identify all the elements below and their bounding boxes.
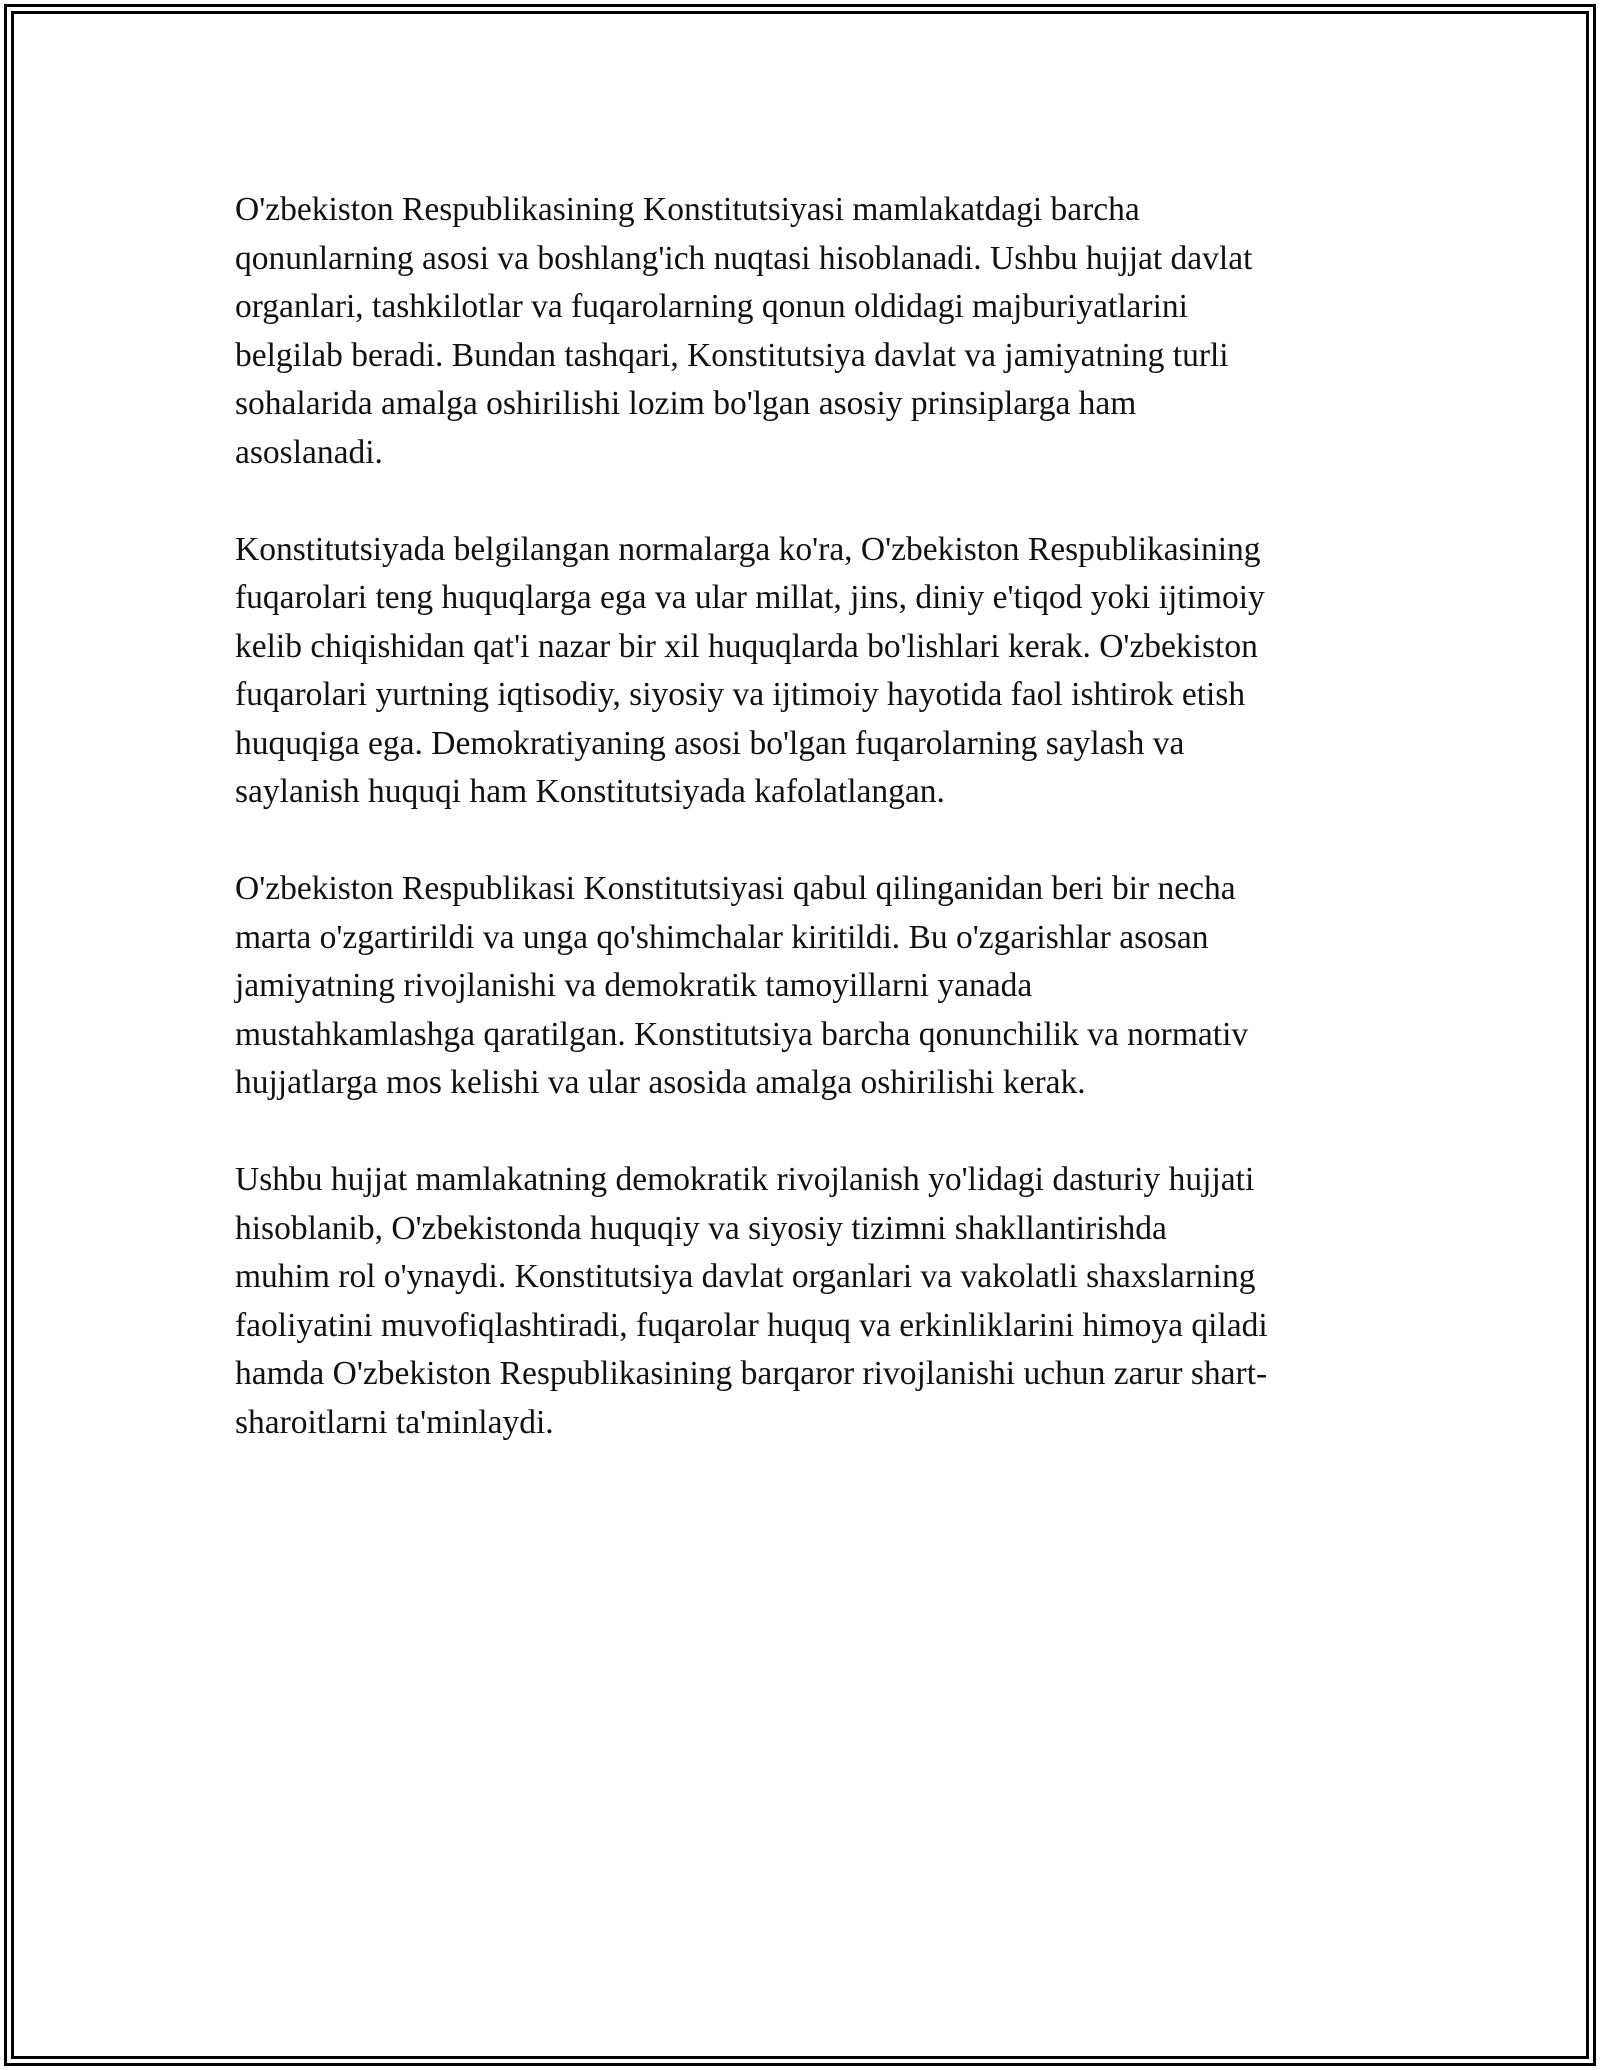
paragraph-4: Ushbu hujjat mamlakatning demokratik rivojlanish yo'lidagi dasturiy hujjati hisoblanib, O'zbekistonda huquqiy va siyosiy tizimni shakllantirishda muhim rol o'ynaydi. Konstitutsiya davlat organlari va vakolatli shaxslarning faoliyatini muvofiqlashtiradi, fuqarolar huquq va erkinliklarini himoya qiladi hamda O'zbekiston Respublikasining barqaror rivojlanishi uchun zarur shart- sharoitlarni ta'minlaydi. — [235, 1161, 1268, 1441]
paragraph-2: Konstitutsiyada belgilangan normalarga ko'ra, O'zbekiston Respublikasining fuqarolari teng huquqlarga ega va ular millat, jins, diniy e'tiqod yoki ijtimoiy kelib chiqishidan qat'i nazar bir xil huquqlarda bo'lishlari kerak. O'zbekiston fuqarolari yurtning iqtisodiy, siyosiy va ijtimoiy hayotida faol ishtirok etish huquqiga ega. Demokratiyaning asosi bo'lgan fuqarolarning saylash va saylanish huquqi ham Konstitutsiyada kafolatlangan. — [235, 530, 1265, 810]
paragraph-3: O'zbekiston Respublikasi Konstitutsiyasi qabul qilinganidan beri bir necha marta o'zgartirildi va unga qo'shimchalar kiritildi. Bu o'zgarishlar asosan jamiyatning rivojlanishi va demokratik tamoyillarni yanada mustahkamlashga qaratilgan. Konstitutsiya barcha qonunchilik va normativ hujjatlarga mos kelishi va ular asosida amalga oshirilishi kerak. — [235, 870, 1249, 1101]
paragraph-1: O'zbekiston Respublikasining Konstitutsiyasi mamlakatdagi barcha qonunlarning asosi va boshlang'ich nuqtasi hisoblanadi. Ushbu hujjat davlat organlari, tashkilotlar va fuqarolarning qonun oldidagi majburiyatlarini belgilab beradi. Bundan tashqari, Konstitutsiya davlat va jamiyatning turli sohalarida amalga oshirilishi lozim bo'lgan asosiy prinsiplarga ham asoslanadi. — [235, 191, 1253, 471]
document-body — [235, 186, 1375, 1496]
